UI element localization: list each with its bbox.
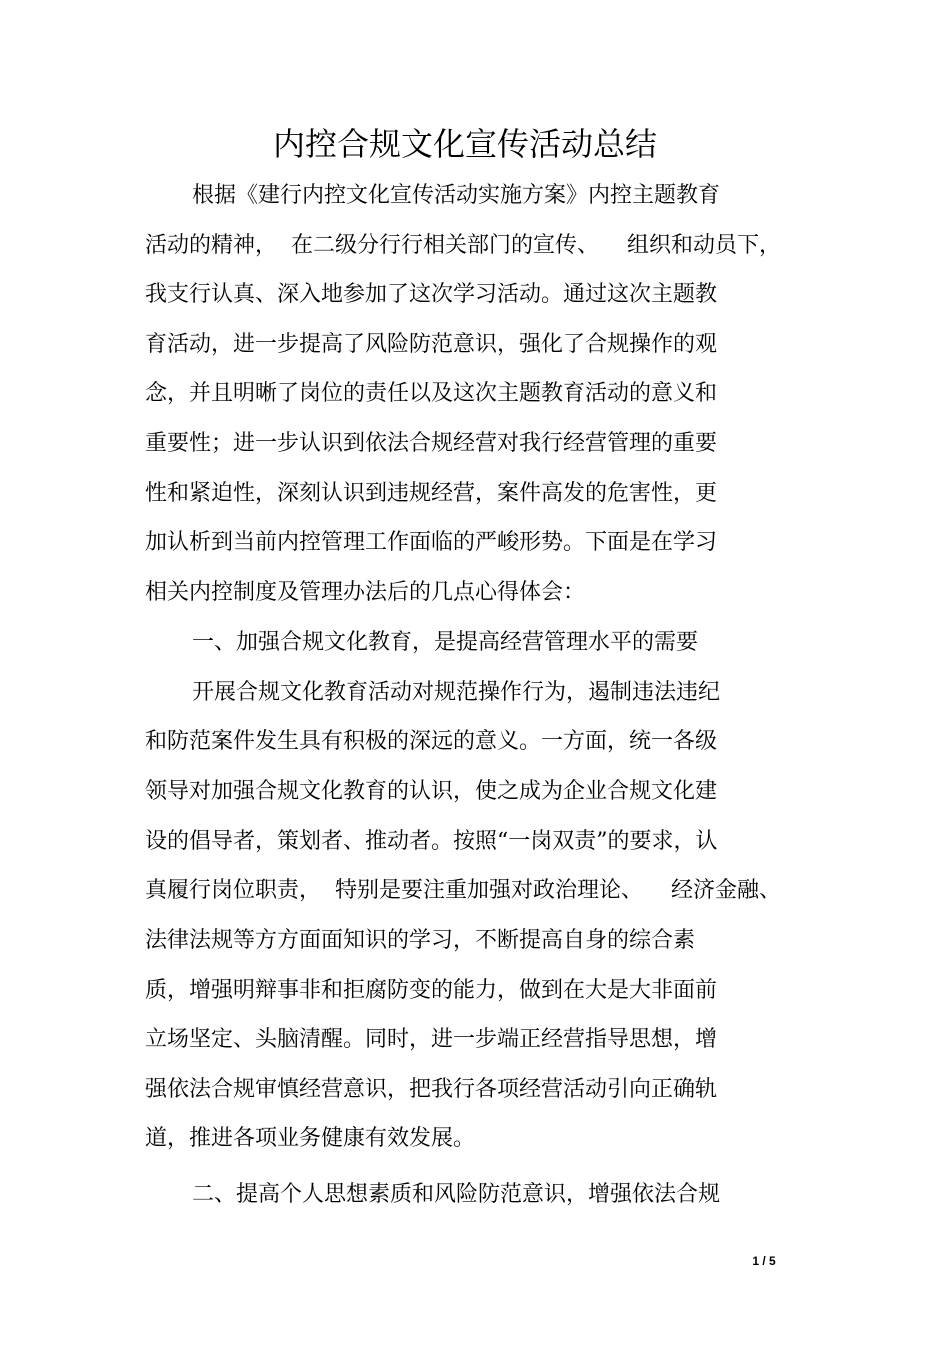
paragraph-line: 加认析到当前内控管理工作面临的严峻形势。下面是在学习 <box>145 530 718 555</box>
paragraph-line: 真履行岗位职责， 特别是要注重加强对政治理论、 经济金融、 <box>145 878 781 903</box>
paragraph-line: 相关内控制度及管理办法后的几点心得体会： <box>145 580 586 605</box>
page-number: 1 / 5 <box>752 1254 776 1268</box>
paragraph-line: 活动的精神， 在二级分行行相关部门的宣传、 组织和动员下， <box>145 233 781 258</box>
paragraph-line: 念，并且明晰了岗位的责任以及这次主题教育活动的意义和 <box>145 381 718 406</box>
document-title: 内控合规文化宣传活动总结 <box>272 125 657 163</box>
paragraph-line: 开展合规文化教育活动对规范操作行为，遏制违法违纪 <box>192 680 721 705</box>
paragraph-line: 性和紧迫性，深刻认识到违规经营，案件高发的危害性，更 <box>145 481 718 506</box>
paragraph-line: 强依法合规审慎经营意识，把我行各项经营活动引向正确轨 <box>145 1077 718 1102</box>
paragraph-line: 设的倡导者，策划者、推动者。按照“一岗双责”的要求，认 <box>145 829 718 854</box>
paragraph-line: 重要性；进一步认识到依法合规经营对我行经营管理的重要 <box>145 431 718 456</box>
paragraph-line: 和防范案件发生具有积极的深远的意义。一方面，统一各级 <box>145 729 718 754</box>
paragraph-line: 法律法规等方方面面知识的学习，不断提高自身的综合素 <box>145 928 696 953</box>
paragraph-line: 道，推进各项业务健康有效发展。 <box>145 1126 476 1151</box>
section-heading: 一、加强合规文化教育，是提高经营管理水平的需要 <box>192 630 699 655</box>
paragraph-line: 根据《建行内控文化宣传活动实施方案》内控主题教育 <box>192 183 721 208</box>
section-heading: 二、提高个人思想素质和风险防范意识，增强依法合规 <box>192 1182 721 1207</box>
paragraph-line: 立场坚定、头脑清醒。同时，进一步端正经营指导思想，增 <box>145 1027 718 1052</box>
paragraph-line: 质，增强明辩事非和拒腐防变的能力，做到在大是大非面前 <box>145 978 718 1003</box>
paragraph-line: 我支行认真、深入地参加了这次学习活动。通过这次主题教 <box>145 282 718 307</box>
paragraph-line: 领导对加强合规文化教育的认识，使之成为企业合规文化建 <box>145 779 718 804</box>
paragraph-line: 育活动，进一步提高了风险防范意识，强化了合规操作的观 <box>145 332 718 357</box>
